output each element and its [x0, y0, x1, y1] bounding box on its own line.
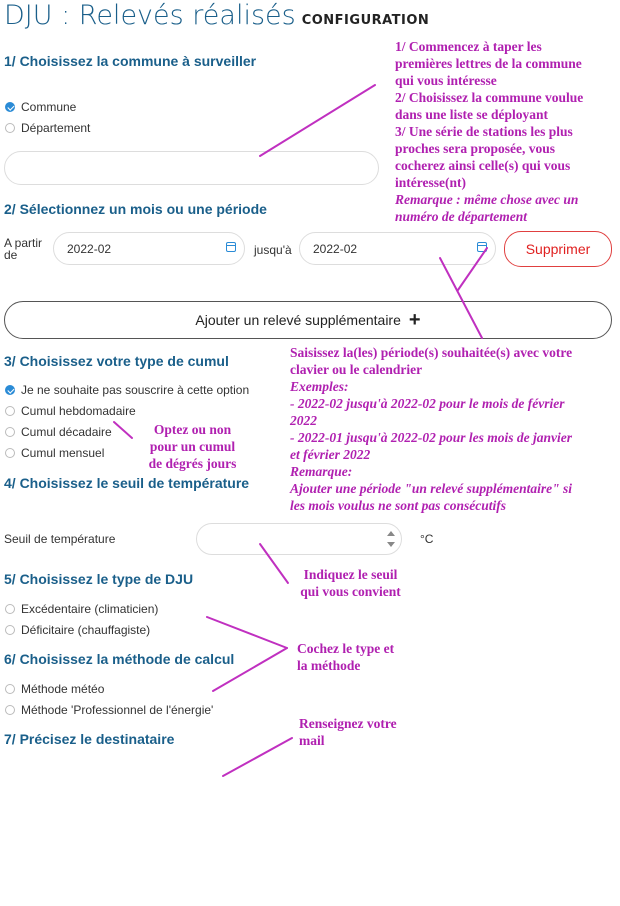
radio-cumul-mensuel-label: Cumul mensuel — [21, 446, 105, 460]
annotation-line-5a — [207, 617, 287, 648]
annotation-mail-line: mail — [299, 733, 325, 748]
annotation-commune-line: 3/ Une série de stations les plus — [395, 124, 573, 139]
annotation-line-1 — [260, 85, 375, 156]
annotation-cumul-line: pour un cumul — [149, 439, 236, 454]
annotation-periode-line: Remarque: — [290, 464, 353, 479]
section-7-heading: 7/ Précisez le destinataire — [4, 731, 175, 747]
radio-cumul-hebdo-label: Cumul hebdomadaire — [21, 404, 136, 418]
radio-deficitaire-label: Déficitaire (chauffagiste) — [21, 623, 151, 637]
radio-departement-label: Département — [21, 121, 91, 135]
annotation-type-line: la méthode — [297, 658, 361, 673]
annotation-commune-line: numéro de département — [395, 209, 527, 224]
annotation-mail — [299, 715, 429, 749]
page-title-text: DJU : Relevés réalisés — [4, 0, 296, 31]
seuil-unit: °C — [420, 532, 434, 546]
page-subtitle: CONFIGURATION — [301, 13, 430, 28]
plus-icon: + — [408, 309, 421, 331]
annotation-seuil-line: Indiquez le seuil — [303, 567, 398, 582]
annotation-periode-line: et février 2022 — [290, 447, 371, 462]
radio-cumul-none-label: Je ne souhaite pas souscrire à cette option — [21, 383, 250, 397]
annotation-line-4 — [260, 544, 288, 583]
annotation-commune-line: intéresse(nt) — [395, 175, 466, 190]
annotation-periode-line: - 2022-01 jusqu'à 2022-02 pour les mois de janvier — [290, 430, 573, 445]
radio-methode-pro-label: Méthode 'Professionnel de l'énergie' — [21, 703, 214, 717]
radio-cumul-decadaire-label: Cumul décadaire — [21, 425, 112, 439]
annotation-periode-line: les mois voulus ne sont pas consécutifs — [290, 498, 507, 513]
annotation-commune-line: proches sera proposée, vous — [395, 141, 556, 156]
annotation-line-2a — [440, 258, 482, 338]
annotation-commune-line: premières lettres de la commune — [395, 56, 582, 71]
radio-methode-meteo-label: Méthode météo — [21, 682, 105, 696]
annotation-line-2b — [458, 248, 487, 290]
annotation-mail-line: Renseignez votre — [299, 716, 397, 731]
annotation-commune-line: qui vous intéresse — [395, 73, 497, 88]
radio-commune-label: Commune — [21, 100, 77, 114]
from-label-line-1: A partir — [4, 236, 43, 250]
section-3-heading: 3/ Choisissez votre type de cumul — [4, 353, 229, 369]
annotation-commune-line: 1/ Commencez à taper les — [395, 39, 542, 54]
from-date-value: 2022-02 — [67, 241, 112, 256]
seuil-label: Seuil de température — [4, 532, 116, 546]
annotation-periode-line: Ajouter une période "un relevé supplémentaire" si — [290, 481, 572, 496]
section-4-heading: 4/ Choisissez le seuil de température — [4, 475, 250, 491]
section-6-heading: 6/ Choisissez la méthode de calcul — [4, 651, 235, 667]
annotation-line-5b — [213, 648, 287, 691]
annotation-commune-line: Remarque : même chose avec un — [395, 192, 579, 207]
annotation-cumul-line: de dégrés jours — [148, 456, 237, 471]
to-date-value: 2022-02 — [313, 241, 358, 256]
from-label-line-2: de — [4, 248, 18, 262]
annotation-cumul — [140, 421, 245, 472]
annotation-cumul-line: Optez ou non — [153, 422, 232, 437]
to-label: jusqu'à — [254, 243, 292, 257]
annotation-periode-line: 2022 — [290, 413, 317, 428]
section-1-heading: 1/ Choisissez la commune à surveiller — [4, 53, 257, 69]
annotation-type-line: Cochez le type et — [297, 641, 395, 656]
annotation-line-3 — [114, 422, 132, 438]
annotation-commune-line: cocherez ainsi celle(s) qui vous — [395, 158, 571, 173]
annotation-commune — [395, 38, 617, 225]
radio-excedentaire-label: Excédentaire (climaticien) — [21, 602, 159, 616]
section-2-heading: 2/ Sélectionnez un mois ou une période — [4, 201, 267, 217]
section-5-heading: 5/ Choisissez le type de DJU — [4, 571, 194, 587]
annotation-periode-line: clavier ou le calendrier — [290, 362, 423, 377]
annotation-type-methode — [297, 640, 427, 674]
annotation-line-6 — [223, 738, 292, 776]
annotation-seuil — [293, 566, 408, 600]
annotation-commune-line: dans une liste se déployant — [395, 107, 549, 122]
annotation-periode-line: - 2022-02 jusqu'à 2022-02 pour le mois de février — [290, 396, 565, 411]
annotation-periode-line: Exemples: — [290, 379, 349, 394]
annotation-periode — [290, 344, 620, 514]
delete-button-label: Supprimer — [525, 241, 591, 257]
annotation-seuil-line: qui vous convient — [300, 584, 401, 599]
annotation-periode-line: Saisissez la(les) période(s) souhaitée(s) avec votre — [290, 345, 573, 360]
add-releve-label: Ajouter un relevé supplémentaire — [195, 312, 401, 328]
annotation-commune-line: 2/ Choisissez la commune voulue — [395, 90, 584, 105]
